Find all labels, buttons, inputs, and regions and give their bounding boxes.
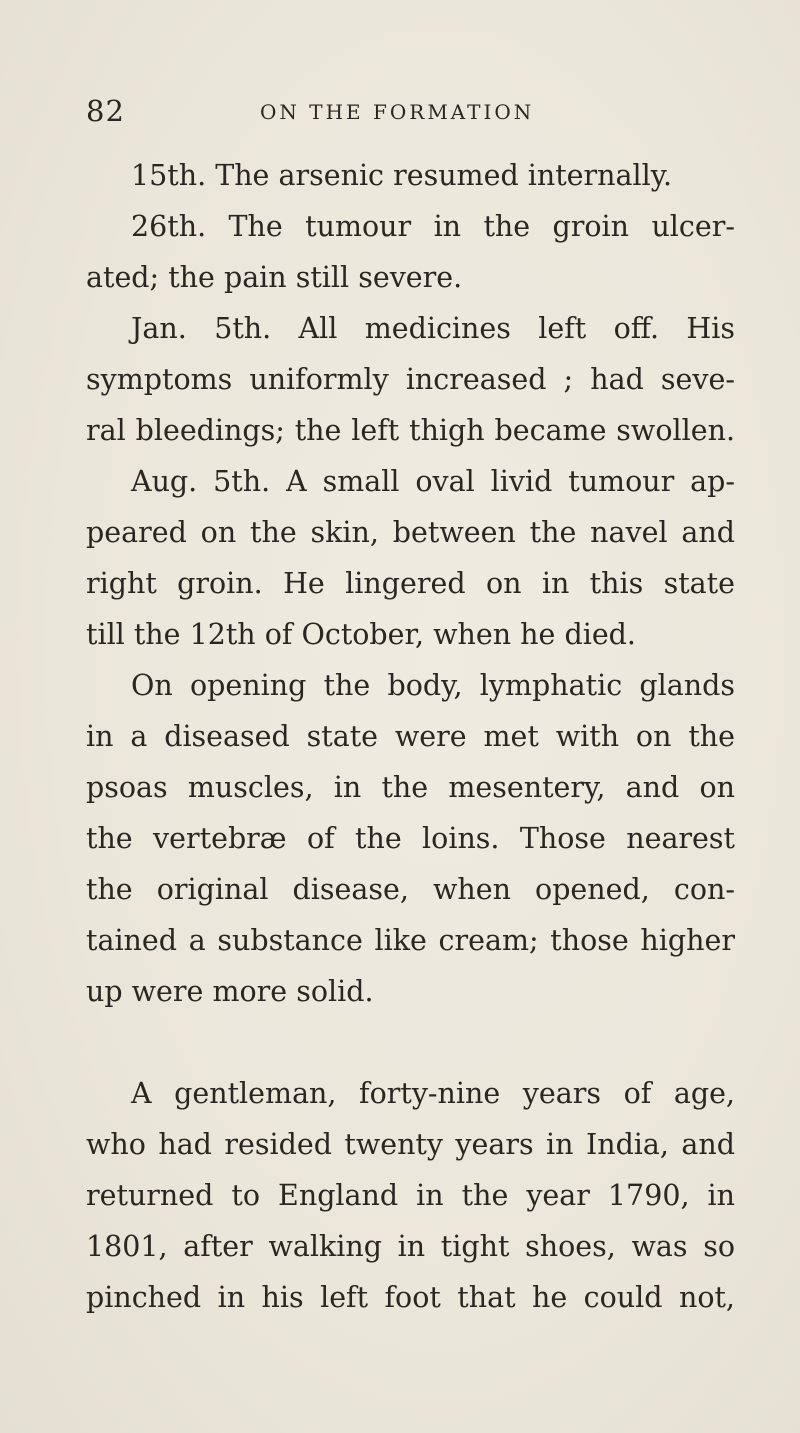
text-line: psoas muscles, in the mesentery, and on xyxy=(86,771,735,804)
text-line: Aug. 5th. A small oval livid tumour ap- xyxy=(131,465,735,498)
text-line: Jan. 5th. All medicines left off. His xyxy=(131,312,735,345)
page-header xyxy=(86,94,746,134)
running-head: ON THE FORMATION xyxy=(260,100,535,124)
text-line: pinched in his left foot that he could not, xyxy=(86,1281,735,1314)
text-line: the vertebræ of the loins. Those nearest xyxy=(86,822,735,855)
text-line: up were more solid. xyxy=(86,975,374,1008)
text-line: who had resided twenty years in India, and xyxy=(86,1128,735,1161)
text-line: 1801, after walking in tight shoes, was so xyxy=(86,1230,735,1263)
text-line: A gentleman, forty-nine years of age, xyxy=(131,1077,735,1110)
text-line: symptoms uniformly increased ; had seve- xyxy=(86,363,735,396)
text-line: peared on the skin, between the navel and xyxy=(86,516,735,549)
text-line: 26th. The tumour in the groin ulcer- xyxy=(131,210,735,243)
text-line: ated; the pain still severe. xyxy=(86,261,463,294)
text-line: On opening the body, lymphatic glands xyxy=(131,669,735,702)
page-number: 82 xyxy=(86,94,125,128)
text-line: till the 12th of October, when he died. xyxy=(86,618,636,651)
text-line: 15th. The arsenic resumed internally. xyxy=(131,159,673,192)
text-line: tained a substance like cream; those higher xyxy=(86,924,735,957)
text-line: the original disease, when opened, con- xyxy=(86,873,735,906)
text-line: ral bleedings; the left thigh became swollen. xyxy=(86,414,735,447)
text-line: in a diseased state were met with on the xyxy=(86,720,735,753)
text-line: right groin. He lingered on in this state xyxy=(86,567,735,600)
text-line: returned to England in the year 1790, in xyxy=(86,1179,735,1212)
